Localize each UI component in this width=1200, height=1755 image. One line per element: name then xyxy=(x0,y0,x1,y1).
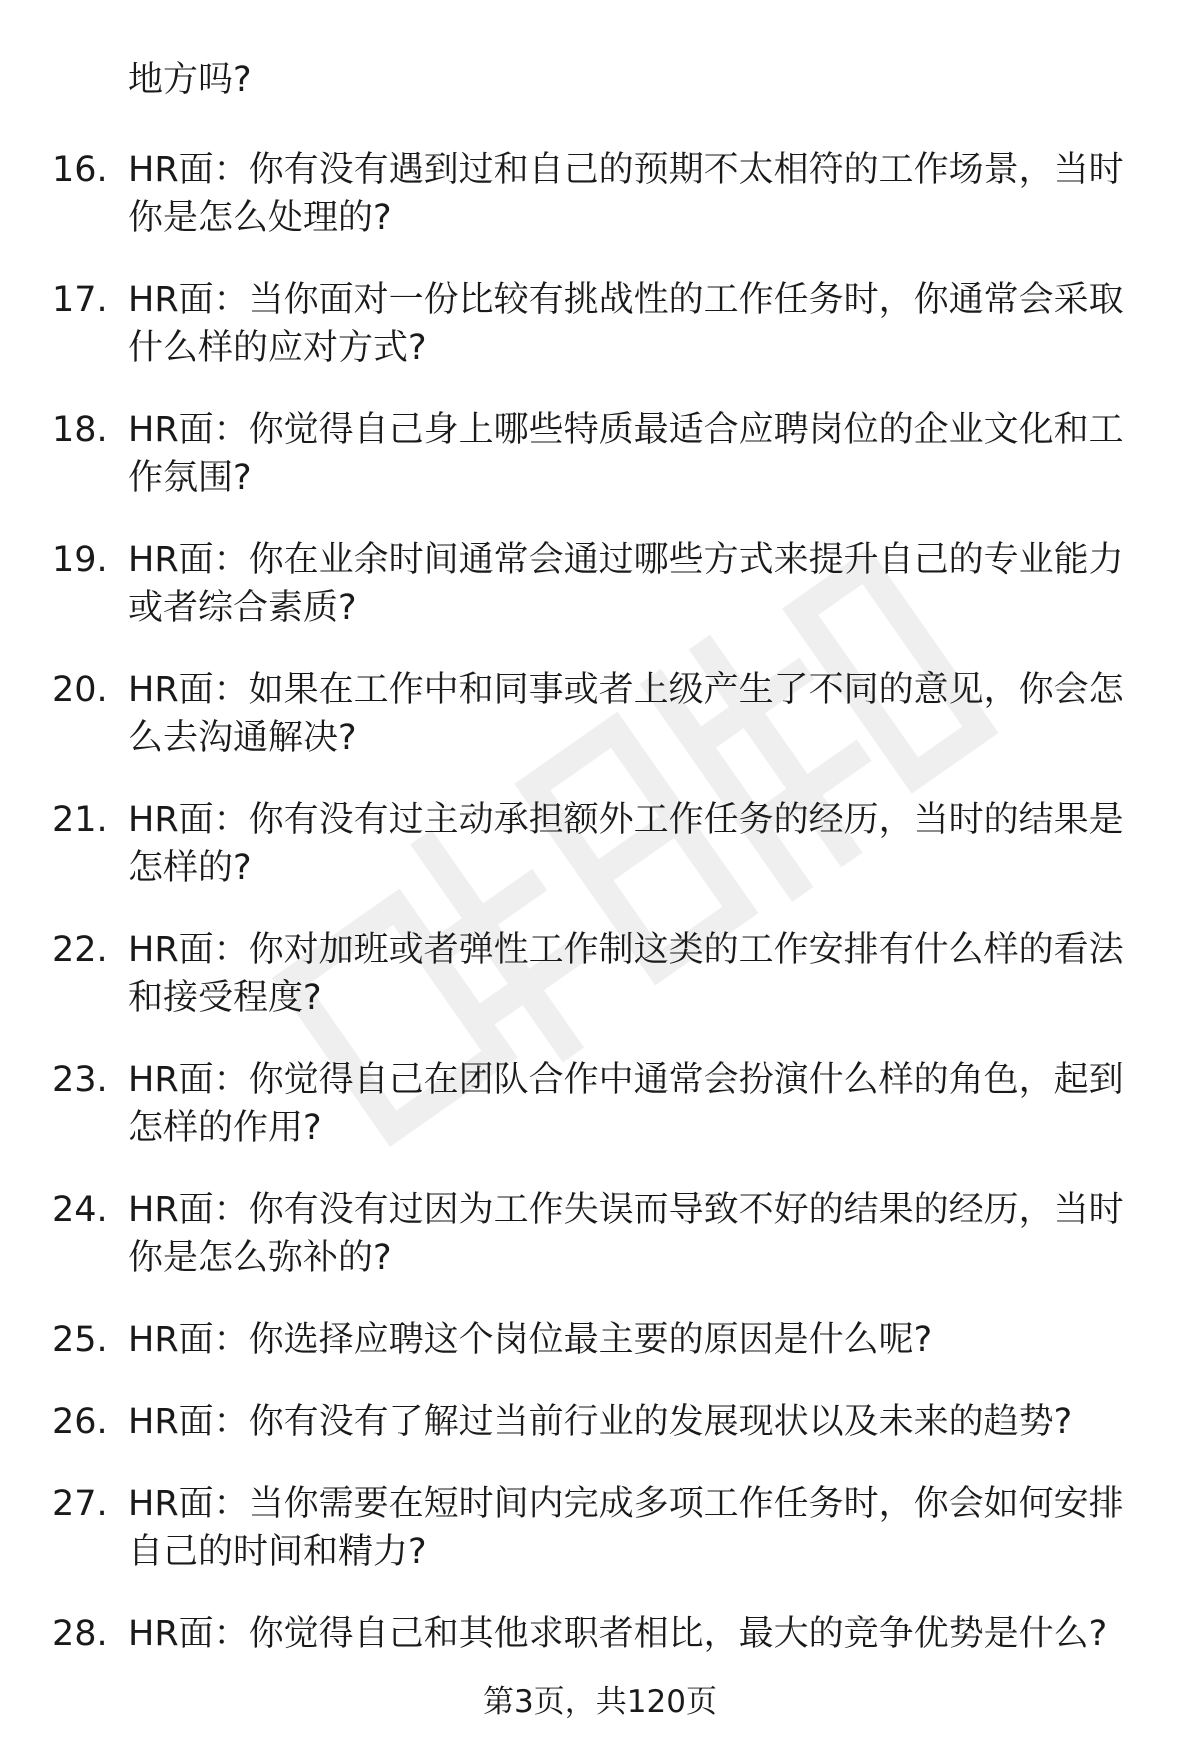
question-number: 22. xyxy=(52,930,108,970)
question-number: 23. xyxy=(52,1060,108,1100)
question-text-line: HR面：你有没有过主动承担额外工作任务的经历，当时的结果是 xyxy=(128,800,1124,840)
question-text-line: 什么样的应对方式? xyxy=(128,328,427,368)
question-number: 28. xyxy=(52,1614,108,1654)
question-text-line: HR面：当你面对一份比较有挑战性的工作任务时，你通常会采取 xyxy=(128,280,1124,320)
question-text-line: HR面：如果在工作中和同事或者上级产生了不同的意见，你会怎 xyxy=(128,670,1124,710)
question-number: 27. xyxy=(52,1484,108,1524)
question-text-line: 你是怎么弥补的? xyxy=(128,1238,392,1278)
question-number: 21. xyxy=(52,800,108,840)
question-item xyxy=(0,666,1200,762)
question-item xyxy=(0,406,1200,502)
question-text-line: HR面：你觉得自己和其他求职者相比，最大的竞争优势是什么? xyxy=(128,1614,1108,1654)
question-list xyxy=(0,146,1200,1692)
question-text-line: HR面：你觉得自己在团队合作中通常会扮演什么样的角色，起到 xyxy=(128,1060,1124,1100)
question-number: 20. xyxy=(52,670,108,710)
question-text xyxy=(128,1480,1160,1576)
question-text-line: 或者综合素质? xyxy=(128,588,357,628)
question-item xyxy=(0,276,1200,372)
question-text-line: HR面：你对加班或者弹性工作制这类的工作安排有什么样的看法 xyxy=(128,930,1124,970)
question-text xyxy=(128,1398,1160,1446)
question-text-line: 作氛围? xyxy=(128,458,252,498)
question-item xyxy=(0,796,1200,892)
question-number: 26. xyxy=(52,1402,108,1442)
question-text-line: 和接受程度? xyxy=(128,978,322,1018)
question-text-line: HR面：你有没有了解过当前行业的发展现状以及未来的趋势? xyxy=(128,1402,1073,1442)
question-text-line: 怎样的? xyxy=(128,848,252,888)
question-text-line: 自己的时间和精力? xyxy=(128,1532,427,1572)
question-text-line: HR面：你选择应聘这个岗位最主要的原因是什么呢? xyxy=(128,1320,933,1360)
question-text xyxy=(128,1316,1160,1364)
question-number: 17. xyxy=(52,280,108,320)
question-text xyxy=(128,796,1160,892)
question-text xyxy=(128,146,1160,242)
question-text-line: HR面：你在业余时间通常会通过哪些方式来提升自己的专业能力 xyxy=(128,540,1124,580)
question-item xyxy=(0,1316,1200,1364)
question-item xyxy=(0,536,1200,632)
question-text-line: HR面：你觉得自己身上哪些特质最适合应聘岗位的企业文化和工 xyxy=(128,410,1124,450)
question-text-line: 怎样的作用? xyxy=(128,1108,322,1148)
continued-question-text: 地方吗? xyxy=(128,60,252,100)
question-text xyxy=(128,1610,1160,1658)
question-text xyxy=(128,1056,1160,1152)
question-item xyxy=(0,1398,1200,1446)
question-text xyxy=(128,666,1160,762)
question-item xyxy=(0,1186,1200,1282)
question-number: 19. xyxy=(52,540,108,580)
question-item xyxy=(0,926,1200,1022)
question-text xyxy=(128,536,1160,632)
question-number: 25. xyxy=(52,1320,108,1360)
question-text xyxy=(128,1186,1160,1282)
question-text xyxy=(128,406,1160,502)
page-footer: 第3页，共120页 xyxy=(483,1684,717,1720)
question-item xyxy=(0,1056,1200,1152)
question-text-line: 么去沟通解决? xyxy=(128,718,357,758)
question-text-line: 你是怎么处理的? xyxy=(128,198,392,238)
question-number: 18. xyxy=(52,410,108,450)
question-text xyxy=(128,926,1160,1022)
question-text xyxy=(128,276,1160,372)
question-item xyxy=(0,1480,1200,1576)
question-item xyxy=(0,1610,1200,1658)
question-text-line: HR面：你有没有遇到过和自己的预期不太相符的工作场景，当时 xyxy=(128,150,1124,190)
question-number: 16. xyxy=(52,150,108,190)
question-text-line: HR面：当你需要在短时间内完成多项工作任务时，你会如何安排 xyxy=(128,1484,1124,1524)
question-item xyxy=(0,146,1200,242)
question-number: 24. xyxy=(52,1190,108,1230)
question-text-line: HR面：你有没有过因为工作失误而导致不好的结果的经历，当时 xyxy=(128,1190,1124,1230)
